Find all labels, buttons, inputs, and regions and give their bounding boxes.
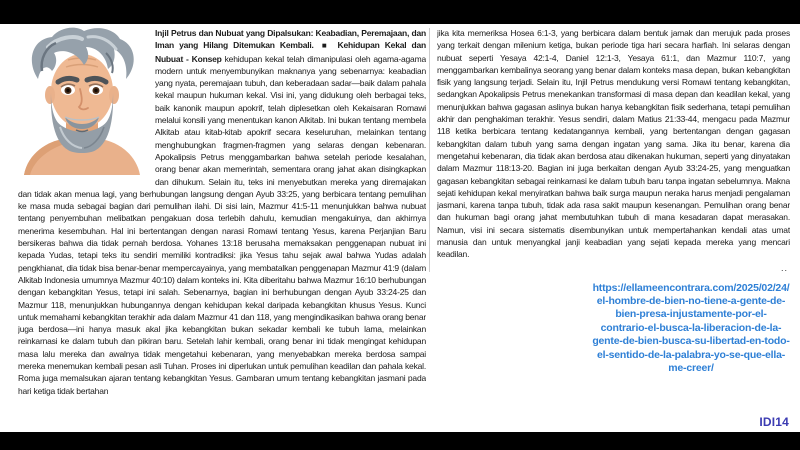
square-marker-icon: ■ xyxy=(321,41,330,51)
article-right-paragraph xyxy=(437,27,790,261)
section-heading: Kehidupan Kekal dan Nubuat - Konsep xyxy=(155,40,426,64)
elderly-man-avatar-icon xyxy=(18,27,146,175)
document-page xyxy=(0,24,800,432)
article-text-right: jika kita memeriksa Hosea 6:1-3, yang berbicara dalam bentuk jamak dan merujuk pada proses yang terkait dengan milenium ketiga, bukan periode tiga hari secara harfiah. Ini selaras dengan nubuat seperti Yesaya 42:1-4, Daniel 12:1-3, Yesaya 61:1, dan Mazmur 110:7, yang menggambarkan kembalinya seorang yang benar dalam konteks masa depan, bukan kebangkitan fisik yang langsung terjadi. Selain itu, Injil Petrus mendukung versi Romawi tentang kebangkitan, sedangkan Apokalipsis Petrus menekankan transformasi di masa depan dan keadilan kekal, yang menunjukkan bahwa gagasan aslinya bukan hanya kebangkitan fisik sederhana, tetapi pemulihan akhir dan penghakiman terakhir. Yesus sendiri, dalam Matius 21:33-44, mengacu pada Mazmur 118 ketika berbicara tentang kedatangannya kembali, yang bertentangan dengan gagasan kebangkitan dalam tubuh yang sama dengan ingatan yang sama. Jika itu benar, karena dia mengetahui kebenaran, dia tidak akan berdosa atau dikenakan hukuman, seperti yang dinyatakan dalam Mazmur 118:13-20. Bagian ini juga berkaitan dengan Ayub 33:24-25, yang menguatkan gagasan kebangkitan sebagai reinkarnasi ke dalam tubuh baru tanpa ingatan sebelumnya. Makna sejati kehidupan kekal menyiratkan bahwa baik surga maupun neraka harus menjadi pengalaman jasmani, karena tanpa tubuh, tidak ada rasa sakit maupun kesenangan. Pemulihan orang benar dan hukuman bagi orang jahat membutuhkan tubuh di mana kesadaran dapat merasakan. Namun, visi ini secara sistematis disembunyikan untuk mempertahankan kendali atas umat manusia dan untuk menyangkal janji keabadian yang sejati kepada mereka yang mencari keadilan. xyxy=(437,28,790,260)
article-text-left: kehidupan kekal telah dimanipulasi oleh agama-agama modern untuk menyembunyikan maknanya yang sebenarnya: keabadian yang nyata, peremajaan tubuh, dan keberadaan sadar—baik dalam pahala kekal maupun hukuman kekal. Visi ini, yang didukung oleh berbagai teks, baik kanonik maupun apokrif, telah diplesetkan oleh Kekaisaran Romawi melalui konsili yang menentukan kanon Alkitab. Ini bukan tentang membela Alkitab atau kitab-kitab apokrif secara keseluruhan, melainkan tentang menghubungkan fragmen-fragmen yang selaras dengan kebenaran. Apokalipsis Petrus menggambarkan bahwa setelah periode kesalahan, orang benar akan memerintah, sementara orang jahat akan disingkapkan dan dihukum. Selain itu, teks ini menyebutkan mereka yang diremajakan dan tidak akan menua lagi, yang berhubungan langsung dengan Ayub 33:25, yang berbicara tentang pemulihan ke masa muda sebagai bagian dari pemulihan ilahi. Di sisi lain, Mazmur 41:5-11 menunjukkan bahwa nubuat tentang penyembuhan melibatkan pengakuan dosa terlebih dahulu, kemudian mengakuinya, dan akhirnya menerima kesembuhan. Hal ini bertentangan dengan narasi Romawi tentang Yesus, karena Perjanjian Baru bersikeras bahwa dia tidak pernah berdosa. Yohanes 13:18 berusaha memaksakan penggenapan nubuat ini kepada Yudas, tetapi teks itu sendiri memiliki kontradiksi: jika Yesus tahu sejak awal bahwa Yudas adalah pengkhianat, dia tidak bisa benar-benar mempercayainya, yang membatalkan penggenapan Mazmur 41:9 (dalam Alkitab Indonesia umumnya Mazmur 40:10) dalam konteks ini. Kita diberitahu bahwa Mazmur 16:10 berhubungan dengan kebangkitan Yesus, tetapi ini salah. Sebenarnya, bagian ini berhubungan dengan Ayub 33:24-25 dan Mazmur 118, menunjukkan hubungannya dengan kehidupan kekal daripada kebangkitan khusus Yesus. Kunci untuk memahami kebangkitan terakhir ada dalam Mazmur 41 dan 118, yang mengindikasikan bahwa orang benar juga berdosa—ini hanya masuk akal jika kebangkitan bukan sekadar kembali ke tubuh lama, melainkan reinkarnasi ke dalam tubuh dan pikiran baru. Setelah lahir kembali, orang benar ini tidak mengingat kehidupan masa lalu mereka dan awalnya tidak mengetahui kebenaran, yang menyebabkan mereka berdosa sampai mereka menemukan kembali pesan asli Tuhan. Proses ini diperlukan untuk pemulihan keadilan dan pahala kekal. Roma juga memalsukan ajaran tentang kebangkitan Yesus. Gambaran umum tentang kebangkitan jasmani pada hari ketiga tidak bertahan xyxy=(18,53,426,396)
page-title: Injil Petrus dan Nubuat yang Dipalsukan: Keabadian, Peremajaan, dan Iman yang Hilang Ditemukan Kembali. xyxy=(155,28,426,51)
corner-label: IDI14 xyxy=(759,415,789,429)
article-link[interactable]: https://ellameencontrara.com/2025/02/24/el-hombre-de-bien-no-tiene-a-gente-de-bien-presa-injustamente-por-el-contrario-el-busca-la-liberacion-de-la-gente-de-bien-busca-su-libertad-en-todo-el-sentido-de-la-palabra-yo-se-que-ella-me-creer/ xyxy=(592,281,790,375)
elderly-man-illustration xyxy=(18,27,146,175)
column-divider xyxy=(429,28,430,272)
left-column xyxy=(18,27,426,429)
end-of-article-mark: .. xyxy=(780,262,788,273)
right-column xyxy=(437,27,790,429)
